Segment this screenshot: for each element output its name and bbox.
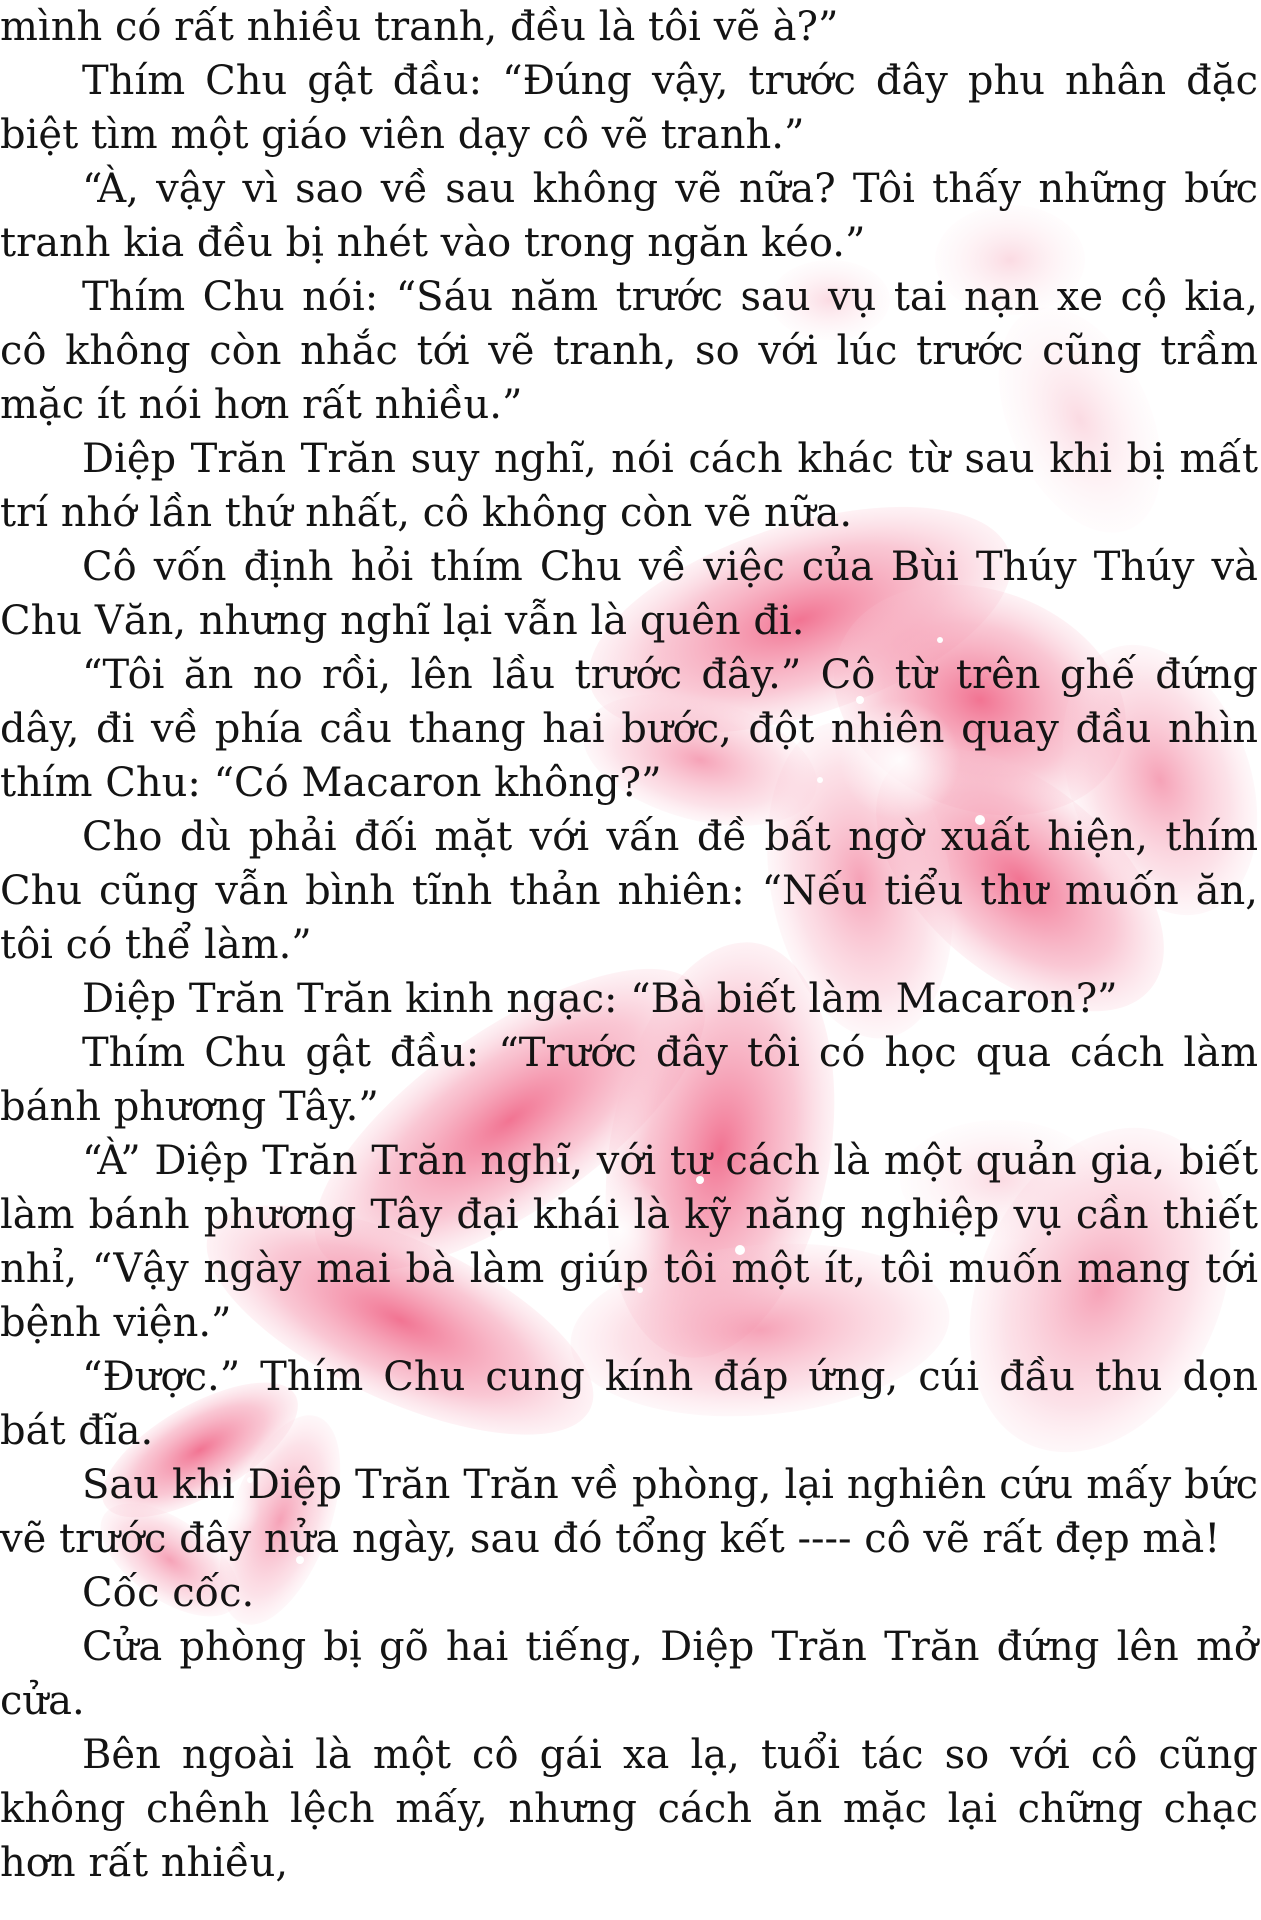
paragraph: Thím Chu gật đầu: “Đúng vậy, trước đây phu nhân đặc biệt tìm một giáo viên dạy cô vẽ tranh.” [0,58,1258,158]
paragraph: Cửa phòng bị gõ hai tiếng, Diệp Trăn Trăn đứng lên mở cửa. [0,1624,1258,1724]
paragraph: “Được.” Thím Chu cung kính đáp ứng, cúi đầu thu dọn bát đĩa. [0,1354,1258,1454]
paragraph: Diệp Trăn Trăn kinh ngạc: “Bà biết làm Macaron?” [82,976,1118,1022]
paragraph: Cô vốn định hỏi thím Chu về việc của Bùi Thúy Thúy và Chu Văn, nhưng nghĩ lại vẫn là quên đi. [0,544,1258,644]
paragraph: “À, vậy vì sao về sau không vẽ nữa? Tôi thấy những bức tranh kia đều bị nhét vào trong ngăn kéo.” [0,166,1258,266]
paragraph: Thím Chu gật đầu: “Trước đây tôi có học qua cách làm bánh phương Tây.” [0,1030,1258,1130]
paragraph: “Tôi ăn no rồi, lên lầu trước đây.” Cô từ trên ghế đứng dây, đi về phía cầu thang hai bước, đột nhiên quay đầu nhìn thím Chu: “Có Macaron không?” [0,652,1258,806]
paragraph: mình có rất nhiều tranh, đều là tôi vẽ à?” [0,4,839,50]
paragraph: Cho dù phải đối mặt với vấn đề bất ngờ xuất hiện, thím Chu cũng vẫn bình tĩnh thản nhiên: “Nếu tiểu thư muốn ăn, tôi có thể làm.” [0,814,1258,968]
paragraph: Thím Chu nói: “Sáu năm trước sau vụ tai nạn xe cộ kia, cô không còn nhắc tới vẽ tranh, so với lúc trước cũng trầm mặc ít nói hơn rất nhiều.” [0,274,1258,428]
paragraph: Diệp Trăn Trăn suy nghĩ, nói cách khác từ sau khi bị mất trí nhớ lần thứ nhất, cô không còn vẽ nữa. [0,436,1258,536]
paragraph: “À” Diệp Trăn Trăn nghĩ, với tư cách là một quản gia, biết làm bánh phương Tây đại khái là kỹ năng nghiệp vụ cần thiết nhỉ, “Vậy ngày mai bà làm giúp tôi một ít, tôi muốn mang tới bệnh viện.” [0,1138,1258,1346]
paragraph: Bên ngoài là một cô gái xa lạ, tuổi tác so với cô cũng không chênh lệch mấy, nhưng cách ăn mặc lại chững chạc hơn rất nhiều, [0,1732,1258,1886]
paragraph: Sau khi Diệp Trăn Trăn về phòng, lại nghiên cứu mấy bức vẽ trước đây nửa ngày, sau đó tổng kết ---- cô vẽ rất đẹp mà! [0,1462,1258,1562]
paragraph: Cốc cốc. [82,1570,255,1616]
